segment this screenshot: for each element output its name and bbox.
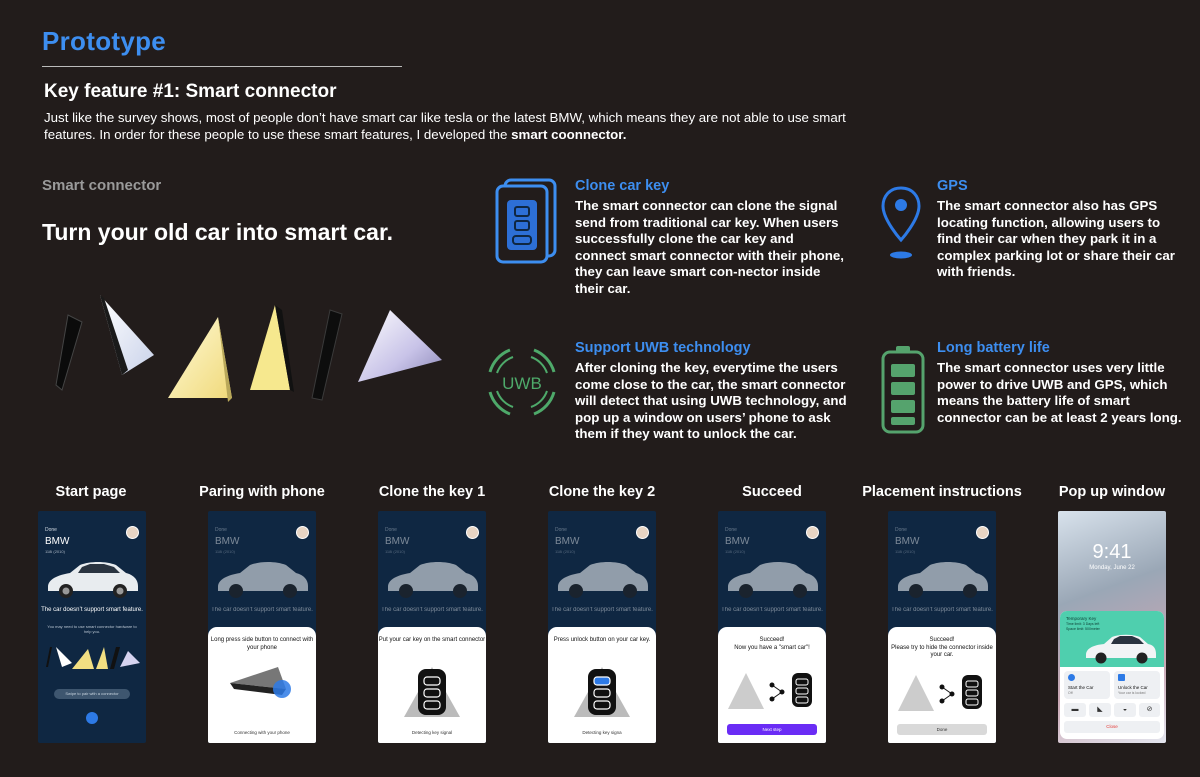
clone-key-icon-wrap <box>487 178 559 271</box>
car-brand: BMW <box>45 536 70 547</box>
intro-text: Just like the survey shows, most of people don’t have smart car like tesla or the latest BMW, which means they are not able to use smart features. In order for these people to use these smart features, I developed the <box>44 110 846 142</box>
uwb-icon <box>480 340 564 424</box>
card-space-limit: Space limit: 500meter <box>1066 627 1100 631</box>
sheet-title: Succeed! Please try to hide the connector inside your car. <box>891 637 993 658</box>
unsupported-message: The car doesn’t support smart feature. <box>381 607 483 613</box>
placement-sheet <box>888 627 996 743</box>
location-pin-icon <box>880 184 922 264</box>
next-step-button[interactable]: Next step <box>727 724 817 735</box>
lock-date: Monday, June 22 <box>1089 565 1135 571</box>
phone-succeed <box>718 511 826 743</box>
phone-pairing <box>208 511 316 743</box>
feature-uwb <box>575 340 855 443</box>
car-model: 118i (2010) <box>45 549 65 554</box>
card-title: Temporary Key <box>1066 616 1097 621</box>
avatar[interactable] <box>636 526 649 539</box>
page-title: Prototype <box>42 26 167 56</box>
product-render-image <box>50 290 460 410</box>
screen-label-succeed: Succeed <box>742 484 802 500</box>
clone-sheet <box>548 627 656 743</box>
car-front-icon[interactable]: ▬ <box>1064 703 1086 717</box>
car-brand: BMW <box>385 536 410 547</box>
connector-button-illustration <box>226 661 302 711</box>
avatar[interactable] <box>806 526 819 539</box>
car-brand: BMW <box>215 536 240 547</box>
connector-thumbnails <box>42 641 142 671</box>
screen-label-pairing: Paring with phone <box>199 484 325 500</box>
car-model: 118i (2010) <box>215 549 235 554</box>
feature-battery <box>937 340 1187 426</box>
car-image <box>894 555 990 601</box>
car-key-icon <box>487 178 559 266</box>
key-feature-heading: Key feature #1: Smart connector <box>44 81 337 102</box>
start-car-label: Start the Car <box>1068 685 1094 690</box>
car-image <box>554 555 650 601</box>
feature-title: Support UWB technology <box>575 340 751 356</box>
avatar[interactable] <box>126 526 139 539</box>
car-image <box>384 555 480 601</box>
power-icon <box>1068 674 1075 681</box>
succeed-sheet <box>718 627 826 743</box>
trunk-icon[interactable]: ◣ <box>1089 703 1111 717</box>
gps-icon-wrap <box>880 184 922 269</box>
unsupported-message: The car doesn’t support smart feature. <box>721 607 823 613</box>
sheet-title: Long press side button to connect with your phone <box>210 637 314 651</box>
feature-title: Long battery life <box>937 340 1050 356</box>
feature-description: The smart connector can clone the signal send from traditional car key. When users successfully clone the car key and connect smart connector with their phone, they can leave smart con-nector inside their car. <box>575 198 844 296</box>
car-brand: BMW <box>895 536 920 547</box>
phone-popup <box>1058 511 1166 743</box>
intro-paragraph <box>44 109 894 143</box>
unsupported-hint: You may need to use smart connector hardware to help you. <box>47 624 137 634</box>
unsupported-message: The car doesn’t support smart feature. <box>891 607 993 613</box>
done-link[interactable]: Done <box>215 527 227 533</box>
phone-clone-1 <box>378 511 486 743</box>
unsupported-message: The car doesn’t support smart feature. <box>41 607 143 613</box>
sheet-status: Connecting with your phone <box>234 730 290 735</box>
product-tag: Smart connector <box>42 177 162 194</box>
done-link[interactable]: Done <box>725 527 737 533</box>
done-link[interactable]: Done <box>45 527 57 533</box>
hero-headline: Turn your old car into smart car. <box>42 219 394 245</box>
done-button[interactable]: Done <box>897 724 987 735</box>
screen-label-placement: Placement instructions <box>862 484 1022 500</box>
temporary-key-card <box>1060 611 1164 667</box>
sheet-status: Detecting key signal <box>411 730 453 735</box>
car-brand: BMW <box>555 536 580 547</box>
screen-label-clone1: Clone the key 1 <box>378 484 486 500</box>
screen-label-start: Start page <box>55 484 127 500</box>
car-side-icon[interactable]: ◒ <box>1114 703 1136 717</box>
done-link[interactable]: Done <box>385 527 397 533</box>
quick-actions <box>1064 703 1160 717</box>
key-unlock-illustration <box>572 663 632 721</box>
car-image <box>44 555 140 601</box>
avatar[interactable] <box>466 526 479 539</box>
unlock-car-label: Unlock the Car <box>1118 685 1148 690</box>
car-brand: BMW <box>725 536 750 547</box>
feature-description: After cloning the key, everytime the users come close to the car, the smart connector will detect that using UWB technology, and pop up a window on users’ phone to ask them if they want to unlock the car. <box>575 360 847 442</box>
feature-gps <box>937 178 1187 281</box>
car-image <box>214 555 310 601</box>
uwb-icon-label: UWB <box>502 374 542 393</box>
phone-placement <box>888 511 996 743</box>
pair-button[interactable] <box>86 712 98 724</box>
avatar[interactable] <box>296 526 309 539</box>
unlock-popup <box>1060 611 1164 739</box>
screen-label-popup: Pop up window <box>1058 484 1166 500</box>
stop-icon[interactable]: ⊘ <box>1139 703 1160 717</box>
feature-description: The smart connector uses very little power to drive UWB and GPS, which means the battery life of smart connector can be at least 2 years long. <box>937 360 1182 425</box>
screen-label-clone2: Clone the key 2 <box>548 484 656 500</box>
pairing-sheet <box>208 627 316 743</box>
start-car-button[interactable] <box>1064 671 1110 699</box>
car-model: 118i (2010) <box>725 549 745 554</box>
lock-icon <box>1118 674 1125 681</box>
car-image <box>1084 629 1158 665</box>
intro-bold: smart coonnector. <box>511 127 627 142</box>
car-model: 118i (2010) <box>895 549 915 554</box>
sheet-title: Succeed! Now you have a "smart car"! <box>734 637 810 651</box>
avatar[interactable] <box>976 526 989 539</box>
feature-description: The smart connector also has GPS locating function, allowing users to find their car when they park it in a complex parking lot or share their car with friends. <box>937 198 1175 280</box>
uwb-icon-wrap <box>480 340 564 429</box>
phone-start-page <box>38 511 146 743</box>
unlock-car-status: Your car is locked <box>1118 691 1146 695</box>
unsupported-message: The car doesn’t support smart feature. <box>211 607 313 613</box>
card-time-limit: Time limit: 3 Days left <box>1066 622 1100 626</box>
phone-clone-2 <box>548 511 656 743</box>
key-on-connector-illustration <box>402 663 462 721</box>
car-model: 118i (2010) <box>385 549 405 554</box>
feature-clone-key <box>575 178 845 298</box>
car-image <box>724 555 820 601</box>
done-link[interactable]: Done <box>895 527 907 533</box>
title-divider <box>42 66 402 67</box>
unlock-car-button[interactable] <box>1114 671 1160 699</box>
close-button[interactable]: Close <box>1064 721 1160 733</box>
start-car-status: Off <box>1068 691 1073 695</box>
battery-icon-wrap <box>880 344 926 441</box>
connected-illustration <box>896 671 990 717</box>
feature-title: GPS <box>937 178 968 194</box>
sheet-status: Detecting key signa <box>582 730 622 735</box>
done-link[interactable]: Done <box>555 527 567 533</box>
clone-sheet <box>378 627 486 743</box>
car-model: 118i (2010) <box>555 549 575 554</box>
pair-connector-pill[interactable]: Swipe to pair with a connector <box>54 689 130 699</box>
unsupported-message: The car doesn’t support smart feature. <box>551 607 653 613</box>
battery-icon <box>880 344 926 436</box>
sheet-title: Put your car key on the smart connector <box>378 637 486 643</box>
feature-title: Clone car key <box>575 178 670 194</box>
connected-illustration <box>726 669 820 715</box>
sheet-title: Press unlock button on your car key. <box>553 637 651 643</box>
lock-time: 9:41 <box>1092 541 1132 563</box>
